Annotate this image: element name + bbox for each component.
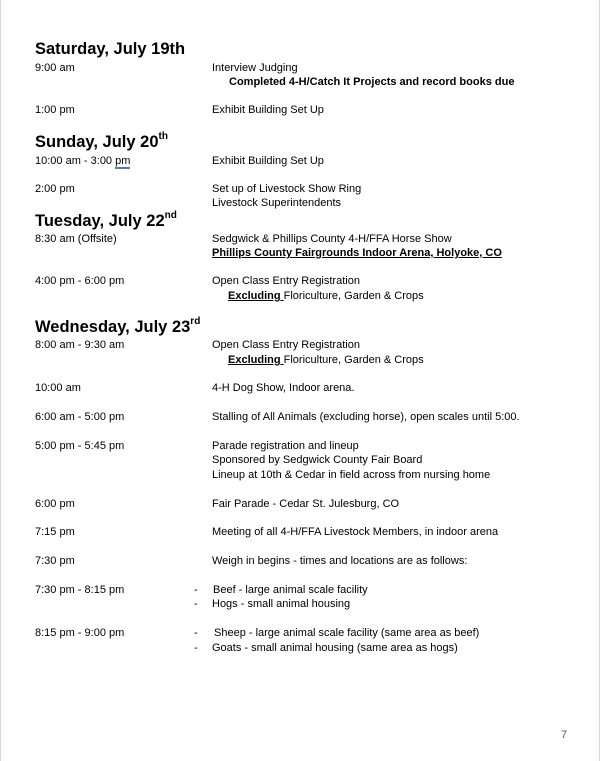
day-heading-wednesday [35,318,200,337]
weigh-in-item: Beef - large animal scale facility [213,584,368,596]
bullet-dash: - [194,642,198,654]
schedule-description: Weigh in begins - times and locations are as follows: [212,555,468,567]
schedule-description: Exhibit Building Set Up [212,155,324,167]
schedule-time: 2:00 pm [35,183,75,195]
schedule-description: Sponsored by Sedgwick County Fair Board [212,454,423,466]
schedule-time: 10:00 am [35,382,81,394]
day-heading-text: Saturday, July 19th [35,40,186,58]
schedule-description: Meeting of all 4-H/FFA Livestock Members, in indoor arena [212,526,499,538]
schedule-description: Stalling of All Animals (excluding horse), open scales until 5:00. [212,411,520,423]
day-heading-text: Wednesday, July 23 [35,318,191,336]
schedule-description: Livestock Superintendents [212,197,342,209]
day-heading-saturday [35,40,185,59]
day-heading-tuesday [35,212,177,231]
schedule-description: Interview Judging [212,62,298,74]
schedule-time: 7:15 pm [35,526,75,538]
bullet-dash: - [194,584,198,596]
schedule-description: Parade registration and lineup [212,440,359,452]
bullet-dash: - [194,627,198,639]
day-heading-sunday [35,133,168,152]
schedule-time: 7:30 pm [35,555,75,567]
schedule-description: Lineup at 10th & Cedar in field across from nursing home [212,469,491,481]
schedule-description: 4-H Dog Show, Indoor arena. [212,382,355,394]
schedule-time: 7:30 pm - 8:15 pm [35,584,125,596]
schedule-description-bold: Completed 4-H/Catch It Projects and record books due [229,76,515,88]
schedule-time: 8:15 pm - 9:00 pm [35,627,125,639]
schedule-description: Open Class Entry Registration [212,275,360,287]
schedule-time: 6:00 pm [35,498,75,510]
day-heading-text: Tuesday, July 22 [35,212,165,230]
bullet-dash: - [194,598,198,610]
schedule-location-bold: Phillips County Fairgrounds Indoor Arena, Holyoke, CO [212,247,502,259]
day-heading-suffix: rd [190,316,201,327]
spellcheck-marked-word: pm [115,155,131,167]
schedule-time: 5:00 pm - 5:45 pm [35,440,125,452]
day-heading-text: Sunday, July 20 [35,133,159,151]
schedule-description: Open Class Entry Registration [212,339,360,351]
weigh-in-item: Goats - small animal housing (same area as hogs) [212,642,458,654]
schedule-description: Exhibit Building Set Up [212,104,324,116]
exclusion-keyword: Excluding [228,290,284,302]
page-number: 7 [561,729,568,741]
schedule-time: 4:00 pm - 6:00 pm [35,275,125,287]
schedule-time: 9:00 am [35,62,75,74]
weigh-in-item: Hogs - small animal housing [212,598,351,610]
schedule-time: 8:30 am (Offsite) [35,233,117,245]
schedule-description: Sedgwick & Phillips County 4-H/FFA Horse Show [212,233,452,245]
schedule-description: Fair Parade - Cedar St. Julesburg, CO [212,498,400,510]
exclusion-keyword: Excluding [228,354,284,366]
schedule-exclusion [228,354,424,366]
schedule-time: 6:00 am - 5:00 pm [35,411,125,423]
schedule-time [35,155,130,167]
schedule-exclusion [228,290,424,302]
day-heading-suffix: nd [164,210,177,221]
page-edge-left [0,0,1,761]
schedule-description: Set up of Livestock Show Ring [212,183,362,195]
weigh-in-item: Sheep - large animal scale facility (same area as beef) [214,627,480,639]
exclusion-text: Floriculture, Garden & Crops [283,354,424,366]
day-heading-suffix: th [158,131,168,142]
schedule-time-text: 10:00 am - 3:00 [35,155,116,167]
exclusion-text: Floriculture, Garden & Crops [283,290,424,302]
schedule-time: 1:00 pm [35,104,75,116]
schedule-time: 8:00 am - 9:30 am [35,339,125,351]
